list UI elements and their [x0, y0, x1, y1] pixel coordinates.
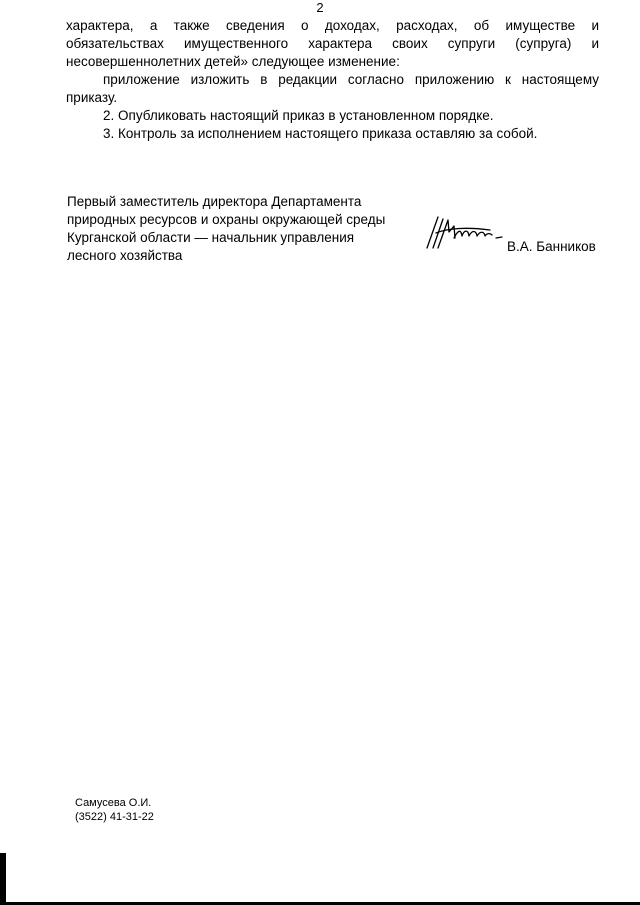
position-line-4: лесного хозяйства [67, 248, 183, 263]
scan-edge-left [0, 853, 6, 905]
position-line-1: Первый заместитель директора Департамента [67, 194, 362, 209]
item-3-control: 3. Контроль за исполнением настоящего приказа оставляю за собой. [103, 126, 538, 141]
executor-phone: (3522) 41-31-22 [75, 811, 154, 823]
executor-name: Самусева О.И. [75, 797, 152, 809]
paragraph-2-line-1: приложение изложить в редакции согласно приложению к настоящему [103, 72, 599, 87]
item-2-publish: 2. Опубликовать настоящий приказ в установленном порядке. [103, 108, 494, 123]
position-line-2: природных ресурсов и охраны окружающей среды [67, 212, 386, 227]
signer-name: В.А. Банников [507, 239, 596, 254]
position-line-3: Курганской области — начальник управления [67, 230, 355, 245]
signer-position [67, 193, 385, 265]
paragraph-1-line-3: несовершеннолетних детей» следующее изменение: [66, 54, 400, 69]
page-number: 2 [316, 0, 324, 15]
document-body [66, 17, 599, 143]
executor-info [75, 796, 154, 824]
paragraph-1-line-2: обязательствах имущественного характера своих супруги (супруга) и [66, 36, 599, 51]
paragraph-1-line-1: характера, а также сведения о доходах, расходах, об имуществе и [66, 18, 599, 33]
handwritten-signature [424, 212, 504, 252]
paragraph-2-line-2: приказу. [66, 90, 118, 105]
